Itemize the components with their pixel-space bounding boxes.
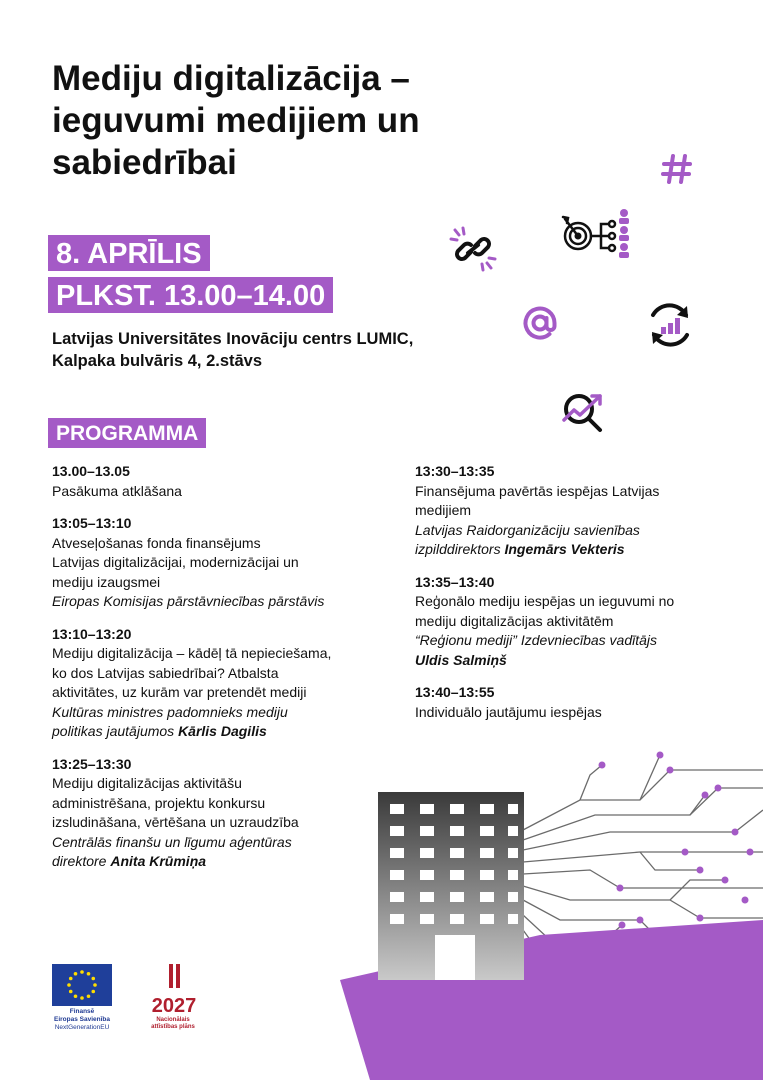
program-item-time: 13:40–13:55: [415, 684, 495, 700]
np-caption-line-1: Nacionālais: [156, 1017, 190, 1023]
program-item-speaker-role: [52, 703, 362, 723]
program-item-speaker-role: [52, 852, 362, 872]
program-item-role-text: Latvijas Raidorganizāciju savienības: [415, 521, 640, 538]
venue: [52, 328, 413, 372]
eu-star: [80, 970, 84, 974]
national-plan-caption: [143, 1017, 203, 1031]
eu-star: [93, 983, 97, 987]
program-item-subject: Individuālo jautājumu iespējas: [415, 703, 602, 720]
eu-star: [74, 972, 78, 976]
program-item-subject: ko dos Latvijas sabiedrībai? Atbalsta: [52, 664, 279, 681]
program-item-role-text: Centrālās finanšu un līgumu aģentūras: [52, 833, 292, 850]
program-item-subject: izsludināšana, vērtēšana un uzraudzība: [52, 814, 299, 830]
program-item-subject: medijiem: [415, 502, 472, 518]
national-plan-year: 2027: [151, 995, 197, 1017]
title-line-2: ieguvumi medijiem un: [52, 101, 420, 140]
program-item-subject: Reģonālo mediju iespējas un ieguvumi no: [415, 593, 675, 609]
program-item-speaker-role: [415, 631, 725, 651]
program-item-speaker-role: [415, 540, 725, 560]
program-item-time: 13:25–13:30: [52, 755, 132, 772]
eu-star: [87, 972, 91, 976]
program-item-time: 13:10–13:20: [52, 625, 132, 642]
hashtag-icon: [660, 152, 694, 186]
program-heading: PROGRAMMA: [48, 418, 206, 448]
program-item-time: 13:30–13:35: [415, 463, 495, 479]
at-icon: [521, 304, 559, 342]
eu-funding-caption: [52, 1008, 112, 1032]
program-item-role-text: direktore: [52, 853, 111, 869]
link-icon: [449, 226, 497, 272]
building-circuit-illustration: [340, 740, 763, 1080]
eu-star: [74, 994, 78, 998]
event-title: [52, 58, 532, 184]
program-item: [415, 573, 725, 671]
program-item: [52, 755, 362, 872]
program-item-speaker-name: Ingemārs Vekteris: [504, 541, 625, 557]
time-badge: PLKST. 13.00–14.00: [48, 277, 333, 313]
program-item-subject: Pasākuma atklāšana: [52, 482, 182, 499]
title-line-1: Mediju digitalizācija –: [52, 59, 410, 98]
program-item-time: 13:35–13:40: [415, 573, 495, 590]
eu-flag-logo: [52, 964, 112, 1006]
program-item-role-text: “Reģionu mediji” Izdevniecības vadītājs: [415, 632, 658, 648]
date-badge: 8. APRĪLIS: [48, 235, 210, 271]
program-item: [52, 514, 362, 612]
program-item-speaker-role: [52, 592, 362, 612]
program-column-left: [52, 462, 362, 885]
program-column-right: [415, 462, 725, 735]
program-item: [52, 625, 362, 742]
program-item-speaker-role: [415, 521, 725, 541]
program-item-subject: aktivitātes, uz kurām var pretendēt mediji: [52, 684, 307, 700]
program-item-speaker-line: [415, 651, 725, 671]
program-item-subject: Latvijas digitalizācijai, modernizācijai un: [52, 554, 299, 570]
program-item-role-text: politikas jautājumos: [52, 723, 179, 739]
program-item: [52, 462, 362, 501]
title-line-3: sabiedrībai: [52, 143, 237, 182]
eu-star: [69, 977, 73, 981]
target-network-icon: [561, 206, 633, 262]
program-item-subject: administrēšana, projektu konkursu: [52, 794, 266, 811]
eu-caption-line-2: Eiropas Savienība: [54, 1016, 110, 1023]
program-item-speaker-role: [52, 722, 362, 742]
program-item-subject: mediju izaugsmei: [52, 573, 161, 590]
program-item-speaker-name: Kārlis Dagilis: [178, 723, 267, 739]
eu-star: [67, 983, 71, 987]
eu-star: [87, 994, 91, 998]
national-plan-logo: [143, 962, 205, 1018]
np-caption-line-2: attīstības plāns: [151, 1024, 195, 1030]
program-item-role-text: Kultūras ministres padomnieks mediju: [52, 703, 288, 720]
program-item-speaker-name: Anita Krūmiņa: [110, 853, 207, 869]
program-item-speaker-role: [52, 833, 362, 853]
refresh-chart-icon: [643, 298, 697, 352]
eu-star: [91, 990, 95, 994]
program-item-subject: Atveseļošanas fonda finansējums: [52, 534, 261, 551]
program-item-time: 13:05–13:10: [52, 515, 132, 531]
program-item-subject: Mediju digitalizācija – kādēļ tā nepieciešama,: [52, 645, 332, 661]
eu-star: [91, 977, 95, 981]
eu-star: [80, 996, 84, 1000]
search-trend-icon: [560, 390, 608, 436]
eu-star: [69, 990, 73, 994]
program-item-subject: Finansējuma pavērtās iespējas Latvijas: [415, 482, 660, 499]
program-item-role-text: izpilddirektors: [415, 541, 505, 557]
program-item-speaker-name: Uldis Salmiņš: [415, 651, 507, 668]
eu-caption-line-1: Finansē: [69, 1008, 95, 1015]
venue-line-2: Kalpaka bulvāris 4, 2.stāvs: [52, 352, 263, 370]
program-item-time: 13.00–13.05: [52, 463, 130, 479]
eu-caption-sub: NextGenerationEU: [54, 1024, 110, 1031]
venue-line-1: Latvijas Universitātes Inovāciju centrs LUMIC,: [52, 330, 414, 348]
program-item-role-text: Eiropas Komisijas pārstāvniecības pārstāvis: [52, 593, 325, 609]
program-item: [415, 683, 725, 722]
program-item-subject: Mediju digitalizācijas aktivitāšu: [52, 775, 242, 791]
program-item-subject: mediju digitalizācijas aktivitātēm: [415, 612, 614, 629]
program-item: [415, 462, 725, 560]
